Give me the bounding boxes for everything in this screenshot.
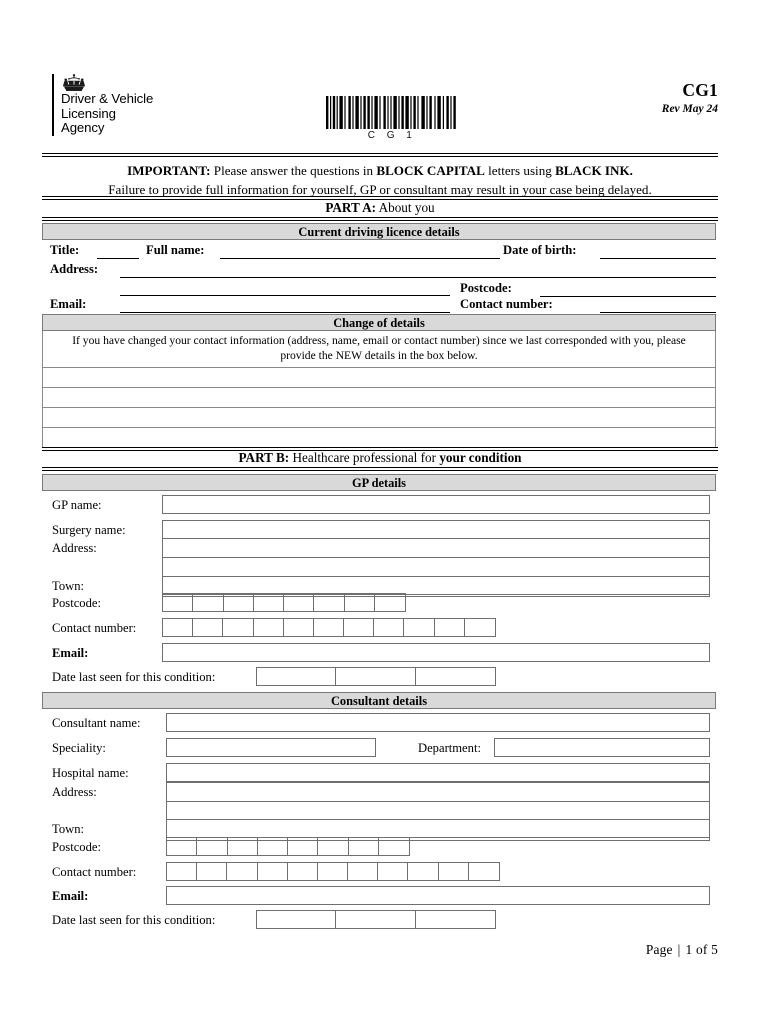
gp-contact-cell[interactable] — [314, 619, 344, 636]
agency-name — [61, 92, 153, 136]
label-postcode: Postcode: — [460, 281, 512, 295]
gp-contact-cell[interactable] — [344, 619, 374, 636]
label-address: Address: — [50, 262, 99, 276]
label-title: Title: — [50, 243, 80, 257]
document-revision: Rev May 24 — [661, 103, 718, 115]
label-date-of-birth: Date of birth: — [503, 243, 577, 257]
input-consultant-postcode[interactable] — [166, 837, 410, 856]
consultant-contact-cell[interactable] — [408, 863, 438, 880]
part-a-text: About you — [376, 200, 435, 215]
label-contact-number: Contact number: — [460, 297, 553, 311]
input-gp-name[interactable] — [162, 495, 710, 514]
gp-address-row[interactable] — [163, 539, 709, 558]
gp-contact-cell[interactable] — [374, 619, 404, 636]
consultant-contact-cell[interactable] — [469, 863, 499, 880]
change-of-details-line[interactable] — [43, 408, 715, 428]
agency-line-2: Licensing — [61, 105, 116, 121]
input-address-line-1[interactable] — [120, 277, 716, 278]
input-consultant-email[interactable] — [166, 886, 710, 905]
part-a-bottom-rule — [42, 217, 718, 221]
label-consultant-contact-number: Contact number: — [52, 865, 137, 879]
change-of-details-line[interactable] — [43, 368, 715, 388]
section-consultant-details-header: Consultant details — [42, 692, 716, 709]
barcode-area — [325, 96, 459, 141]
part-a-banner — [42, 200, 718, 216]
section-change-of-details-header: Change of details — [42, 314, 716, 331]
input-gp-email[interactable] — [162, 643, 710, 662]
consultant-date-cell[interactable] — [336, 911, 415, 928]
gp-contact-cell[interactable] — [163, 619, 193, 636]
input-consultant-name[interactable] — [166, 713, 710, 732]
gp-contact-cell[interactable] — [254, 619, 284, 636]
label-full-name: Full name: — [146, 243, 205, 257]
label-consultant-town: Town: — [52, 822, 85, 836]
input-consultant-town[interactable] — [166, 819, 710, 838]
gp-date-cell[interactable] — [416, 668, 495, 685]
document-code-block — [662, 80, 718, 115]
label-consultant-hospital-name: Hospital name: — [52, 766, 129, 780]
consultant-date-cell[interactable] — [416, 911, 495, 928]
change-of-details-line[interactable] — [43, 388, 715, 408]
agency-line-3: Agency — [61, 120, 105, 136]
input-gp-contact-number[interactable] — [162, 618, 496, 637]
notice-line-1 — [42, 161, 718, 180]
consultant-postcode-cell[interactable] — [167, 838, 197, 855]
part-b-text: Healthcare professional for — [289, 450, 440, 465]
gp-postcode-cell[interactable] — [224, 594, 254, 611]
gp-contact-cell[interactable] — [435, 619, 465, 636]
notice-line-2: Failure to provide full information for yourself, GP or consultant may result in your case being delayed. — [108, 182, 652, 197]
label-gp-town: Town: — [52, 579, 85, 593]
notice-block-capital: BLOCK CAPITAL — [376, 163, 485, 178]
part-b-condition: your condition — [439, 450, 522, 465]
document-code: CG1 — [682, 80, 718, 100]
gp-contact-cell[interactable] — [284, 619, 314, 636]
gp-postcode-cell[interactable] — [284, 594, 314, 611]
gp-postcode-cell[interactable] — [375, 594, 405, 611]
footer-page-word: Page — [645, 942, 673, 957]
gp-date-cell[interactable] — [336, 668, 415, 685]
footer-page-value: 1 of 5 — [685, 942, 718, 957]
agency-line-1: Driver & Vehicle — [61, 91, 154, 106]
consultant-address-row[interactable] — [167, 783, 709, 802]
gp-date-cell[interactable] — [257, 668, 336, 685]
consultant-contact-cell[interactable] — [227, 863, 257, 880]
label-gp-date-last-seen: Date last seen for this condition: — [52, 670, 216, 684]
change-of-details-line[interactable] — [43, 428, 715, 447]
gp-contact-cell[interactable] — [404, 619, 434, 636]
label-gp-surgery-name: Surgery name: — [52, 523, 126, 537]
consultant-postcode-cell[interactable] — [379, 838, 409, 855]
consultant-postcode-cell[interactable] — [349, 838, 379, 855]
dvla-branding — [52, 74, 153, 136]
consultant-postcode-cell[interactable] — [258, 838, 288, 855]
important-notice — [42, 161, 718, 199]
label-gp-address: Address: — [52, 541, 97, 555]
label-consultant-date-last-seen: Date last seen for this condition: — [52, 913, 216, 927]
consultant-date-cell[interactable] — [257, 911, 336, 928]
gp-contact-cell[interactable] — [193, 619, 223, 636]
section-current-licence-header: Current driving licence details — [42, 223, 716, 240]
consultant-contact-cell[interactable] — [197, 863, 227, 880]
royal-crown-emblem-icon — [61, 74, 87, 91]
label-gp-name: GP name: — [52, 498, 102, 512]
consultant-contact-cell[interactable] — [167, 863, 197, 880]
barcode-label: C G 1 — [367, 130, 417, 141]
label-consultant-email: Email: — [52, 889, 89, 903]
part-a-label: PART A: — [325, 200, 377, 215]
brand-rule — [52, 74, 54, 136]
input-consultant-hospital-name[interactable] — [166, 763, 710, 782]
consultant-contact-cell[interactable] — [288, 863, 318, 880]
barcode-icon — [325, 96, 457, 129]
part-b-label: PART B: — [238, 450, 290, 465]
gp-contact-cell[interactable] — [223, 619, 253, 636]
consultant-contact-cell[interactable] — [378, 863, 408, 880]
input-full-name[interactable] — [220, 258, 500, 259]
input-title[interactable] — [97, 258, 139, 259]
notice-important-label: IMPORTANT: — [127, 163, 211, 178]
notice-black-ink: BLACK INK. — [555, 163, 633, 178]
input-postcode[interactable] — [540, 296, 716, 297]
gp-contact-cell[interactable] — [465, 619, 495, 636]
label-gp-postcode: Postcode: — [52, 596, 101, 610]
gp-postcode-cell[interactable] — [314, 594, 344, 611]
page-footer — [646, 942, 718, 958]
consultant-contact-cell[interactable] — [258, 863, 288, 880]
change-of-details-box — [42, 331, 716, 448]
label-gp-email: Email: — [52, 646, 89, 660]
change-of-details-note: If you have changed your contact information (address, name, email or contact number) since we last corresponded with you, please provide the NEW details in the box below. — [43, 331, 715, 368]
label-gp-contact-number: Contact number: — [52, 621, 137, 635]
label-consultant-address: Address: — [52, 785, 97, 799]
consultant-contact-cell[interactable] — [439, 863, 469, 880]
section-gp-details-header: GP details — [42, 474, 716, 491]
input-address-line-2[interactable] — [120, 295, 450, 296]
consultant-postcode-cell[interactable] — [318, 838, 348, 855]
gp-address-row[interactable] — [163, 558, 709, 577]
gp-postcode-cell[interactable] — [193, 594, 223, 611]
input-consultant-contact-number[interactable] — [166, 862, 500, 881]
input-date-of-birth[interactable] — [600, 258, 716, 259]
part-b-bottom-rule — [42, 467, 718, 471]
label-consultant-name: Consultant name: — [52, 716, 141, 730]
page-header — [42, 74, 718, 150]
input-consultant-department[interactable] — [494, 738, 710, 757]
gp-postcode-cell[interactable] — [163, 594, 193, 611]
consultant-postcode-cell[interactable] — [288, 838, 318, 855]
input-gp-surgery-name[interactable] — [162, 520, 710, 539]
input-email[interactable] — [120, 312, 450, 313]
input-contact-number[interactable] — [600, 312, 716, 313]
label-email: Email: — [50, 297, 87, 311]
input-consultant-date-last-seen[interactable] — [256, 910, 496, 929]
gp-postcode-cell[interactable] — [345, 594, 375, 611]
input-consultant-speciality[interactable] — [166, 738, 376, 757]
consultant-postcode-cell[interactable] — [228, 838, 258, 855]
label-consultant-postcode: Postcode: — [52, 840, 101, 854]
consultant-contact-cell[interactable] — [318, 863, 348, 880]
consultant-contact-cell[interactable] — [348, 863, 378, 880]
notice-top-rule — [42, 153, 718, 157]
notice-text-b: letters using — [484, 163, 556, 178]
notice-text-a: Please answer the questions in — [210, 163, 377, 178]
gp-postcode-cell[interactable] — [254, 594, 284, 611]
label-consultant-speciality: Speciality: — [52, 741, 106, 755]
label-consultant-department: Department: — [418, 741, 481, 755]
footer-separator: | — [677, 942, 681, 957]
part-b-banner — [42, 450, 718, 466]
input-gp-date-last-seen[interactable] — [256, 667, 496, 686]
consultant-postcode-cell[interactable] — [197, 838, 227, 855]
input-gp-postcode[interactable] — [162, 593, 406, 612]
